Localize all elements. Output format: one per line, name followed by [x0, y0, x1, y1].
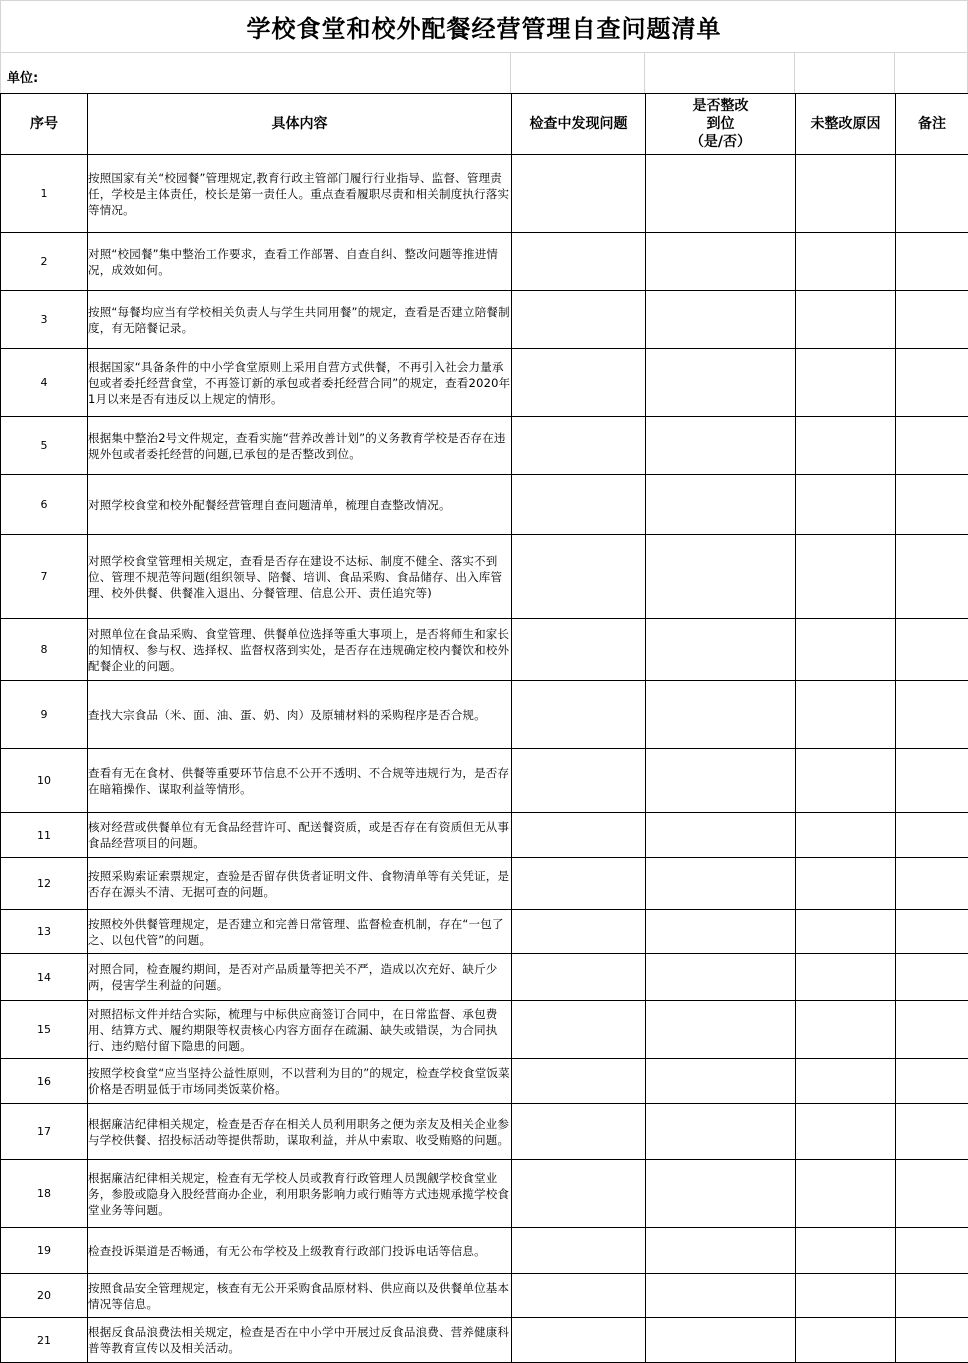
row-issues-cell[interactable]	[512, 813, 646, 858]
page-title: 学校食堂和校外配餐经营管理自查问题清单	[247, 9, 722, 44]
header-rectified-line1: 是否整改	[646, 97, 795, 115]
row-remark-cell[interactable]	[896, 155, 968, 233]
row-content: 根据集中整治2号文件规定，查看实施“营养改善计划”的义务教育学校是否存在违规外包或者委托经营的问题,已承包的是否整改到位。	[88, 417, 512, 475]
row-content: 按照校外供餐管理规定，是否建立和完善日常管理、监督检查机制，存在“一包了之、以包代管”的问题。	[88, 910, 512, 954]
table-row	[1, 535, 968, 619]
row-remark-cell[interactable]	[896, 1228, 968, 1274]
table-row	[1, 858, 968, 910]
row-content: 根据国家“具备条件的中小学食堂原则上采用自营方式供餐，不再引入社会力量承包或者委托经营食堂，不再签订新的承包或者委托经营合同”的规定，查看2020年1月以来是否有违反以上规定的情形。	[88, 349, 512, 417]
row-issues-cell[interactable]	[512, 233, 646, 291]
row-reason-cell[interactable]	[796, 291, 896, 349]
title-bar	[0, 0, 968, 52]
row-rectified-cell[interactable]	[646, 1104, 796, 1160]
table-row	[1, 233, 968, 291]
row-reason-cell[interactable]	[796, 1228, 896, 1274]
table-row	[1, 813, 968, 858]
unit-row	[0, 52, 968, 93]
row-seq: 4	[1, 349, 88, 417]
row-reason-cell[interactable]	[796, 813, 896, 858]
row-issues-cell[interactable]	[512, 619, 646, 681]
row-remark-cell[interactable]	[896, 1059, 968, 1104]
row-seq: 20	[1, 1274, 88, 1318]
row-rectified-cell[interactable]	[646, 349, 796, 417]
row-rectified-cell[interactable]	[646, 1274, 796, 1318]
row-reason-cell[interactable]	[796, 858, 896, 910]
row-rectified-cell[interactable]	[646, 1228, 796, 1274]
row-remark-cell[interactable]	[896, 813, 968, 858]
row-content: 按照国家有关“校园餐”管理规定,教育行政主管部门履行行业指导、监督、管理责任，学校是主体责任，校长是第一责任人。重点查看履职尽责和相关制度执行落实等情况。	[88, 155, 512, 233]
row-reason-cell[interactable]	[796, 233, 896, 291]
row-content: 对照学校食堂和校外配餐经营管理自查问题清单，梳理自查整改情况。	[88, 475, 512, 535]
row-content: 检查投诉渠道是否畅通，有无公布学校及上级教育行政部门投诉电话等信息。	[88, 1228, 512, 1274]
header-rectified	[646, 94, 796, 155]
row-reason-cell[interactable]	[796, 910, 896, 954]
row-rectified-cell[interactable]	[646, 1001, 796, 1059]
row-reason-cell[interactable]	[796, 1318, 896, 1363]
row-remark-cell[interactable]	[896, 1160, 968, 1228]
row-issues-cell[interactable]	[512, 1001, 646, 1059]
row-content: 按照采购索证索票规定，查验是否留存供货者证明文件、食物清单等有关凭证，是否存在源头不清、无据可查的问题。	[88, 858, 512, 910]
row-content: 按照“每餐均应当有学校相关负责人与学生共同用餐”的规定，查看是否建立陪餐制度，有无陪餐记录。	[88, 291, 512, 349]
row-rectified-cell[interactable]	[646, 535, 796, 619]
watermark-icon	[942, 1284, 962, 1313]
table-row	[1, 681, 968, 749]
row-issues-cell[interactable]	[512, 155, 646, 233]
row-reason-cell[interactable]	[796, 535, 896, 619]
row-rectified-cell[interactable]	[646, 233, 796, 291]
table-row	[1, 1228, 968, 1274]
row-seq: 12	[1, 858, 88, 910]
row-issues-cell[interactable]	[512, 1228, 646, 1274]
unit-label: 单位:	[0, 52, 511, 93]
header-remark: 备注	[896, 94, 968, 155]
row-issues-cell[interactable]	[512, 954, 646, 1001]
row-remark-cell[interactable]	[896, 1104, 968, 1160]
row-remark-cell[interactable]	[896, 1318, 968, 1363]
row-reason-cell[interactable]	[796, 1104, 896, 1160]
row-rectified-cell[interactable]	[646, 1318, 796, 1363]
unit-cell-empty	[795, 52, 895, 93]
row-seq: 1	[1, 155, 88, 233]
table-row	[1, 291, 968, 349]
row-seq: 14	[1, 954, 88, 1001]
table-row	[1, 619, 968, 681]
row-remark-cell[interactable]	[896, 417, 968, 475]
row-remark-cell[interactable]	[896, 535, 968, 619]
header-row	[1, 94, 968, 155]
unit-cell-empty	[645, 52, 795, 93]
row-rectified-cell[interactable]	[646, 155, 796, 233]
row-rectified-cell[interactable]	[646, 858, 796, 910]
row-issues-cell[interactable]	[512, 1059, 646, 1104]
row-content: 对照“校园餐”集中整治工作要求，查看工作部署、自查自纠、整改问题等推进情况，成效如何。	[88, 233, 512, 291]
row-content: 按照食品安全管理规定，核查有无公开采购食品原材料、供应商以及供餐单位基本情况等信息。	[88, 1274, 512, 1318]
row-content: 对照单位在食品采购、食堂管理、供餐单位选择等重大事项上，是否将师生和家长的知情权、参与权、选择权、监督权落到实处，是否存在违规确定校内餐饮和校外配餐企业的问题。	[88, 619, 512, 681]
row-content: 对照招标文件并结合实际，梳理与中标供应商签订合同中，在日常监督、承包费用、结算方式、履约期限等权责核心内容方面存在疏漏、缺失或错误，为合同执行、违约赔付留下隐患的问题。	[88, 1001, 512, 1059]
row-issues-cell[interactable]	[512, 749, 646, 813]
row-remark-cell[interactable]	[896, 619, 968, 681]
row-content: 查找大宗食品（米、面、油、蛋、奶、肉）及原辅材料的采购程序是否合规。	[88, 681, 512, 749]
row-seq: 8	[1, 619, 88, 681]
row-seq: 21	[1, 1318, 88, 1363]
row-seq: 3	[1, 291, 88, 349]
row-reason-cell[interactable]	[796, 619, 896, 681]
header-rectified-line3: （是/否）	[646, 133, 795, 151]
row-seq: 19	[1, 1228, 88, 1274]
table-row	[1, 1318, 968, 1363]
checklist-table	[0, 93, 968, 1363]
row-rectified-cell[interactable]	[646, 475, 796, 535]
table-row	[1, 475, 968, 535]
row-reason-cell[interactable]	[796, 1274, 896, 1318]
row-rectified-cell[interactable]	[646, 813, 796, 858]
row-seq: 6	[1, 475, 88, 535]
row-reason-cell[interactable]	[796, 1160, 896, 1228]
row-content: 对照学校食堂管理相关规定，查看是否存在建设不达标、制度不健全、落实不到位、管理不规范等问题(组织领导、陪餐、培训、食品采购、食品储存、出入库管理、校外供餐、供餐准入退出、分餐管理、信息公开、责任追究等)	[88, 535, 512, 619]
row-issues-cell[interactable]	[512, 1104, 646, 1160]
row-remark-cell[interactable]	[896, 233, 968, 291]
row-rectified-cell[interactable]	[646, 749, 796, 813]
row-rectified-cell[interactable]	[646, 954, 796, 1001]
row-content: 核对经营或供餐单位有无食品经营许可、配送餐资质，或是否存在有资质但无从事食品经营项目的问题。	[88, 813, 512, 858]
row-reason-cell[interactable]	[796, 475, 896, 535]
row-content: 根据廉洁纪律相关规定，检查有无学校人员或教育行政管理人员觊觎学校食堂业务，参股或隐身入股经营商办企业，利用职务影响力或行贿等方式违规承揽学校食堂业务等问题。	[88, 1160, 512, 1228]
table-body	[1, 155, 968, 1363]
row-remark-cell[interactable]	[896, 475, 968, 535]
row-remark-cell[interactable]	[896, 1001, 968, 1059]
row-reason-cell[interactable]	[796, 1059, 896, 1104]
row-rectified-cell[interactable]	[646, 417, 796, 475]
row-rectified-cell[interactable]	[646, 291, 796, 349]
unit-cell-empty	[895, 52, 968, 93]
row-seq: 13	[1, 910, 88, 954]
table-row	[1, 155, 968, 233]
table-row	[1, 1059, 968, 1104]
row-seq: 2	[1, 233, 88, 291]
row-issues-cell[interactable]	[512, 681, 646, 749]
row-remark-cell[interactable]	[896, 954, 968, 1001]
row-content: 查看有无在食材、供餐等重要环节信息不公开不透明、不合规等违规行为，是否存在暗箱操作、谋取利益等情形。	[88, 749, 512, 813]
table-row	[1, 1001, 968, 1059]
row-reason-cell[interactable]	[796, 954, 896, 1001]
table-row	[1, 954, 968, 1001]
row-seq: 18	[1, 1160, 88, 1228]
table-row	[1, 1104, 968, 1160]
header-seq: 序号	[1, 94, 88, 155]
unit-cell-empty	[511, 52, 645, 93]
row-seq: 16	[1, 1059, 88, 1104]
row-content: 按照学校食堂“应当坚持公益性原则，不以营利为目的”的规定，检查学校食堂饭菜价格是否明显低于市场同类饭菜价格。	[88, 1059, 512, 1104]
table-row	[1, 1160, 968, 1228]
header-issues: 检查中发现问题	[512, 94, 646, 155]
table-row	[1, 749, 968, 813]
row-rectified-cell[interactable]	[646, 1059, 796, 1104]
row-seq: 10	[1, 749, 88, 813]
row-issues-cell[interactable]	[512, 1318, 646, 1363]
row-issues-cell[interactable]	[512, 910, 646, 954]
table-row	[1, 910, 968, 954]
row-issues-cell[interactable]	[512, 417, 646, 475]
row-issues-cell[interactable]	[512, 349, 646, 417]
row-content: 对照合同，检查履约期间，是否对产品质量等把关不严，造成以次充好、缺斤少两，侵害学生利益的问题。	[88, 954, 512, 1001]
row-issues-cell[interactable]	[512, 535, 646, 619]
row-remark-cell[interactable]	[896, 858, 968, 910]
row-reason-cell[interactable]	[796, 417, 896, 475]
row-rectified-cell[interactable]	[646, 681, 796, 749]
row-issues-cell[interactable]	[512, 475, 646, 535]
row-seq: 17	[1, 1104, 88, 1160]
header-reason: 未整改原因	[796, 94, 896, 155]
row-reason-cell[interactable]	[796, 155, 896, 233]
row-reason-cell[interactable]	[796, 1001, 896, 1059]
row-reason-cell[interactable]	[796, 349, 896, 417]
row-seq: 9	[1, 681, 88, 749]
row-seq: 7	[1, 535, 88, 619]
row-remark-cell[interactable]	[896, 349, 968, 417]
row-remark-cell[interactable]	[896, 749, 968, 813]
row-remark-cell[interactable]	[896, 910, 968, 954]
table-row	[1, 417, 968, 475]
row-rectified-cell[interactable]	[646, 1160, 796, 1228]
row-rectified-cell[interactable]	[646, 910, 796, 954]
row-issues-cell[interactable]	[512, 1160, 646, 1228]
row-rectified-cell[interactable]	[646, 619, 796, 681]
row-remark-cell[interactable]	[896, 291, 968, 349]
header-rectified-line2: 到位	[646, 115, 795, 133]
row-content: 根据廉洁纪律相关规定，检查是否存在相关人员利用职务之便为亲友及相关企业参与学校供餐、招投标活动等提供帮助，谋取利益，并从中索取、收受贿赂的问题。	[88, 1104, 512, 1160]
row-seq: 5	[1, 417, 88, 475]
table-row	[1, 349, 968, 417]
row-seq: 11	[1, 813, 88, 858]
header-content: 具体内容	[88, 94, 512, 155]
table-row	[1, 1274, 968, 1318]
row-seq: 15	[1, 1001, 88, 1059]
row-remark-cell[interactable]	[896, 681, 968, 749]
row-issues-cell[interactable]	[512, 291, 646, 349]
row-issues-cell[interactable]	[512, 858, 646, 910]
row-reason-cell[interactable]	[796, 681, 896, 749]
row-issues-cell[interactable]	[512, 1274, 646, 1318]
row-reason-cell[interactable]	[796, 749, 896, 813]
row-content: 根据反食品浪费法相关规定，检查是否在中小学中开展过反食品浪费、营养健康科普等教育宣传以及相关活动。	[88, 1318, 512, 1363]
